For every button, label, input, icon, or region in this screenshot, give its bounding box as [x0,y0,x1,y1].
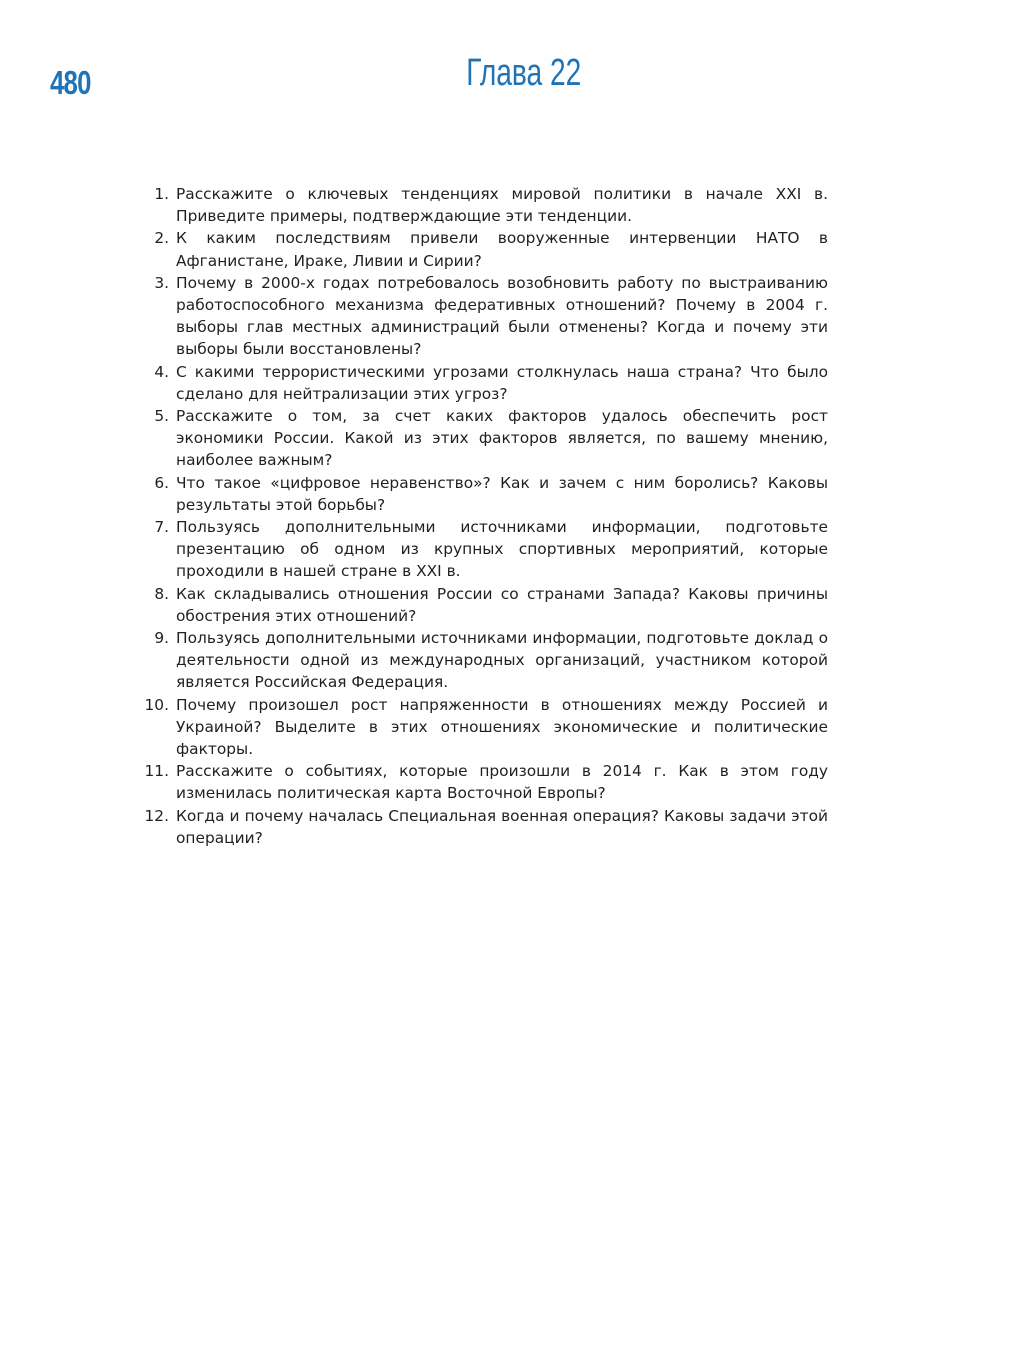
question-text: Почему произошел рост напряженности в отношениях между Россией и Украиной? Выделите в этих отношениях экономические и политические факторы. [176,695,828,759]
chapter-title-text: Глава 22 [466,52,582,94]
question-number: 7. [154,518,169,537]
question-text: Пользуясь дополнительными источниками информации, подготовьте доклад о деятельности одной из международных организаций, участником которой является Российская Федерация. [176,629,828,692]
question-text: Когда и почему началась Специальная военная операция? Каковы задачи этой операции? [176,806,828,847]
question-item [138,583,828,627]
question-item [138,183,828,227]
question-text: Почему в 2000-х годах потребовалось возобновить работу по выстраиванию работоспособного механизма федеративных отношений? Почему в 2004 г. выборы глав местных администраций были отменены? Когда и почему эти выборы были восстановлены? [176,273,828,359]
question-text: Расскажите о ключевых тенденциях мировой политики в начале XXI в. Приведите примеры, подтверждающие эти тенденции. [176,185,828,226]
question-item [138,472,828,516]
question-text: К каким последствиям привели вооруженные интервенции НАТО в Афганистане, Ираке, Ливии и Сирии? [176,229,828,270]
question-item [138,760,828,804]
question-text: Как складывались отношения России со странами Запада? Каковы причины обострения этих отношений? [176,584,828,625]
question-number: 3. [154,273,169,292]
question-number: 10. [144,695,169,714]
question-item [138,227,828,271]
question-item [138,805,828,849]
chapter-title [0,52,1036,95]
question-number: 6. [154,473,169,492]
question-number: 2. [154,229,169,248]
question-item [138,272,828,361]
question-number: 11. [144,762,169,781]
question-item [138,694,828,761]
question-number: 5. [154,407,169,426]
question-text: Что такое «цифровое неравенство»? Как и зачем с ним боролись? Каковы результаты этой борьбы? [176,473,828,514]
question-number: 4. [154,362,169,381]
question-number: 12. [144,806,169,825]
question-text: Расскажите о том, за счет каких факторов удалось обеспечить рост экономики России. Какой из этих факторов является, по вашему мнению, наиболее важным? [176,407,828,470]
question-text: Расскажите о событиях, которые произошли в 2014 г. Как в этом году изменилась политическая карта Восточной Европы? [176,762,828,803]
question-item [138,516,828,583]
question-item [138,405,828,472]
question-item [138,627,828,694]
questions-list [138,183,828,849]
question-text: С какими террористическими угрозами столкнулась наша страна? Что было сделано для нейтрализации этих угроз? [176,362,828,403]
question-text: Пользуясь дополнительными источниками информации, подготовьте презентацию об одном из крупных спортивных мероприятий, которые проходили в нашей стране в XXI в. [176,518,828,581]
question-number: 1. [154,185,169,203]
question-number: 8. [154,584,169,603]
question-number: 9. [154,629,169,648]
question-item [138,361,828,405]
page-number: 480 [50,64,91,101]
